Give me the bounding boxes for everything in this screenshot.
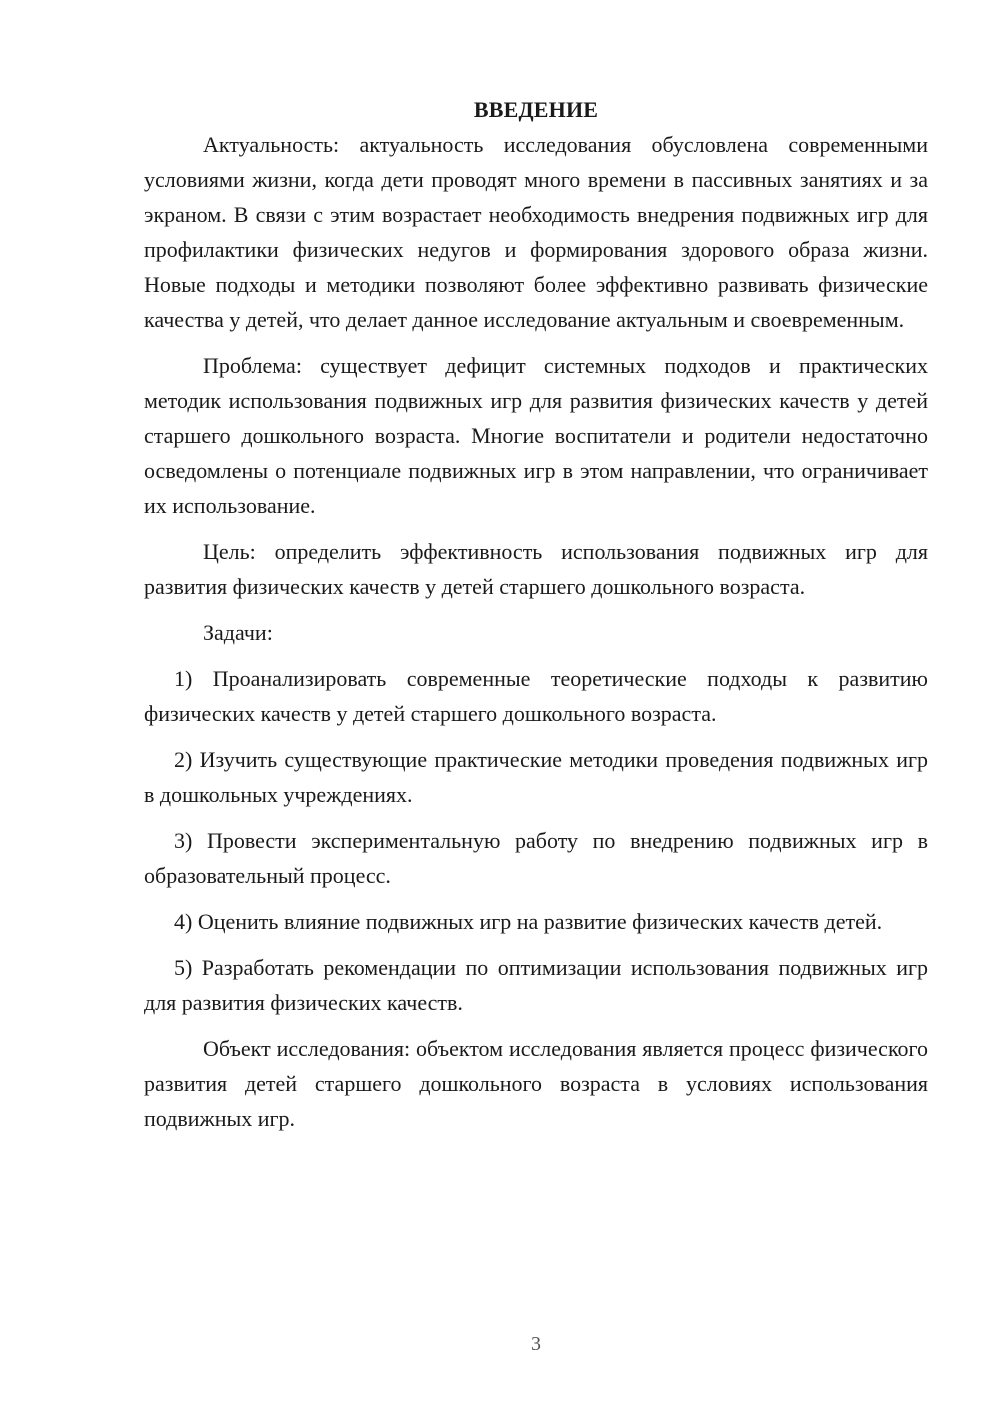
goal-paragraph: Цель: определить эффективность использования подвижных игр для развития физических качеств у детей старшего дошкольного возраста. [144,539,928,599]
tasks-label: Задачи: [203,620,273,645]
task-item: 1) Проанализировать современные теоретические подходы к развитию физических качеств у детей старшего дошкольного возраста. [144,666,928,726]
problem-paragraph: Проблема: существует дефицит системных подходов и практических методик использования подвижных игр для развития физических качеств у детей старшего дошкольного возраста. Многие воспитатели и родители недостаточно осведомлены о потенциале подвижных игр в этом направлении, что ограничивает их использование. [144,353,928,518]
task-item: 4) Оценить влияние подвижных игр на развитие физических качеств детей. [174,909,883,934]
document-page [144,92,928,1136]
section-heading: ВВЕДЕНИЕ [473,97,599,122]
object-paragraph: Объект исследования: объектом исследования является процесс физического развития детей старшего дошкольного возраста в условиях использования подвижных игр. [144,1036,928,1131]
task-item: 2) Изучить существующие практические методики проведения подвижных игр в дошкольных учреждениях. [144,747,928,807]
task-item: 5) Разработать рекомендации по оптимизации использования подвижных игр для развития физических качеств. [144,955,928,1015]
relevance-paragraph: Актуальность: актуальность исследования обусловлена современными условиями жизни, когда дети проводят много времени в пассивных занятиях и за экраном. В связи с этим возрастает необходимость внедрения подвижных игр для профилактики физических недугов и формирования здорового образа жизни. Новые подходы и методики позволяют более эффективно развивать физические качества у детей, что делает данное исследование актуальным и своевременным. [144,132,928,332]
task-item: 3) Провести экспериментальную работу по внедрению подвижных игр в образовательный процесс. [144,828,928,888]
page-number: 3 [531,1333,541,1355]
